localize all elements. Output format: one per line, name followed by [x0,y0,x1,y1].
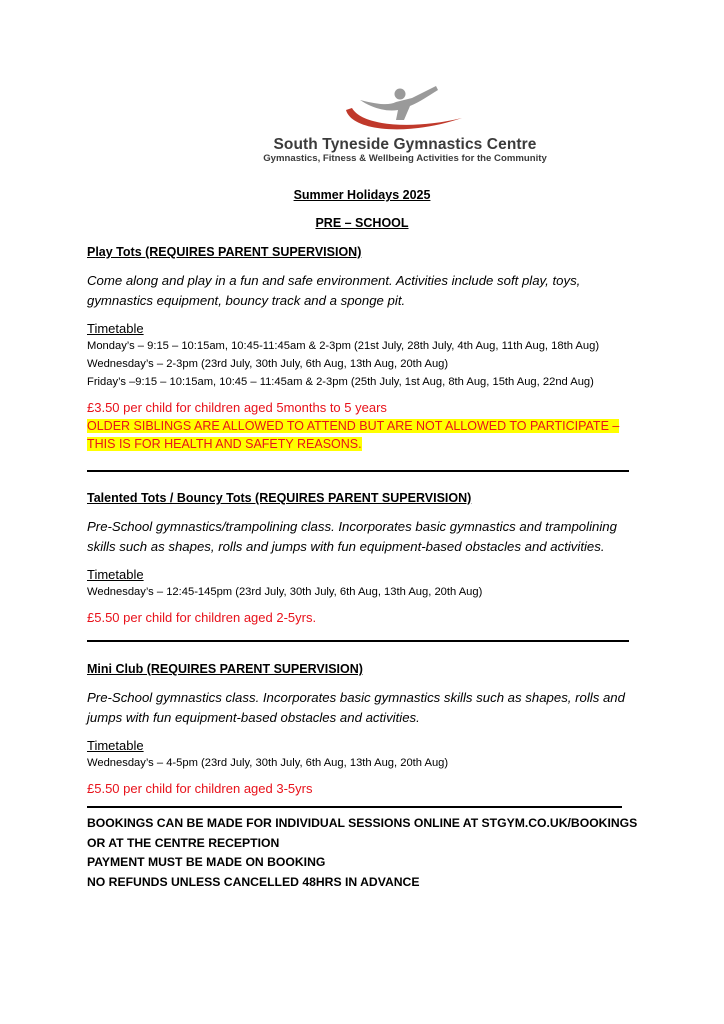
section-divider [87,470,629,472]
schedule-line: Friday’s –9:15 – 10:15am, 10:45 – 11:45am & 2-3pm (25th July, 1st Aug, 8th Aug, 15th Aug, 22nd Aug) [87,376,594,388]
section-play-tots [87,245,647,453]
timetable-label: Timetable [87,567,144,582]
section-talented-tots [87,491,647,625]
price-text: £3.50 per child for children aged 5months to 5 years [87,400,387,415]
timetable-label: Timetable [87,738,144,753]
notice-highlight: OLDER SIBLINGS ARE ALLOWED TO ATTEND BUT ARE NOT ALLOWED TO PARTICIPATE – THIS IS FOR HEALTH AND SAFETY REASONS. [87,419,620,451]
schedule-line: Wednesday’s – 4-5pm (23rd July, 30th July, 6th Aug, 13th Aug, 20th Aug) [87,757,449,769]
schedule-line: Wednesday’s – 12:45-145pm (23rd July, 30th July, 6th Aug, 13th Aug, 20th Aug) [87,586,483,598]
page-subtitle: PRE – SCHOOL [315,216,409,230]
section-heading: Mini Club (REQUIRES PARENT SUPERVISION) [87,662,363,676]
section-divider [87,806,622,808]
section-divider [87,640,629,642]
org-name: South Tyneside Gymnastics Centre [273,136,537,153]
price-text: £5.50 per child for children aged 3-5yrs [87,781,313,796]
gymnast-swoosh-logo-icon [340,84,470,136]
schedule-line: Wednesday’s – 2-3pm (23rd July, 30th July, 6th Aug, 13th Aug, 20th Aug) [87,358,449,370]
booking-line: OR AT THE CENTRE RECEPTION [87,835,280,850]
booking-line: BOOKINGS CAN BE MADE FOR INDIVIDUAL SESSIONS ONLINE AT STGYM.CO.UK/BOOKINGS [87,816,638,830]
schedule-line: Monday’s – 9:15 – 10:15am, 10:45-11:45am & 2-3pm (21st July, 28th July, 4th Aug, 11th Aug, 18th Aug) [87,340,600,352]
booking-line: NO REFUNDS UNLESS CANCELLED 48HRS IN ADVANCE [87,874,420,889]
timetable-label: Timetable [87,321,144,336]
section-description: Pre-School gymnastics class. Incorporates basic gymnastics skills such as shapes, rolls and jumps with fun equipment-based obstacles and activities. [87,690,625,725]
section-heading: Talented Tots / Bouncy Tots (REQUIRES PARENT SUPERVISION) [87,491,472,505]
section-description: Pre-School gymnastics/trampolining class. Incorporates basic gymnastics and trampolining skills such as shapes, rolls and jumps with fun equipment-based obstacles and activities. [87,519,617,554]
section-description: Come along and play in a fun and safe environment. Activities include soft play, toys, gymnastics equipment, bouncy track and a sponge pit. [87,273,581,308]
org-tagline: Gymnastics, Fitness & Wellbeing Activities for the Community [263,153,547,164]
notice-text [87,417,642,453]
section-heading: Play Tots (REQUIRES PARENT SUPERVISION) [87,245,362,259]
booking-info [87,814,667,892]
booking-line: PAYMENT MUST BE MADE ON BOOKING [87,855,326,869]
price-text: £5.50 per child for children aged 2-5yrs. [87,610,317,625]
logo [230,84,580,166]
section-mini-club [87,662,647,796]
page-title: Summer Holidays 2025 [293,188,431,202]
